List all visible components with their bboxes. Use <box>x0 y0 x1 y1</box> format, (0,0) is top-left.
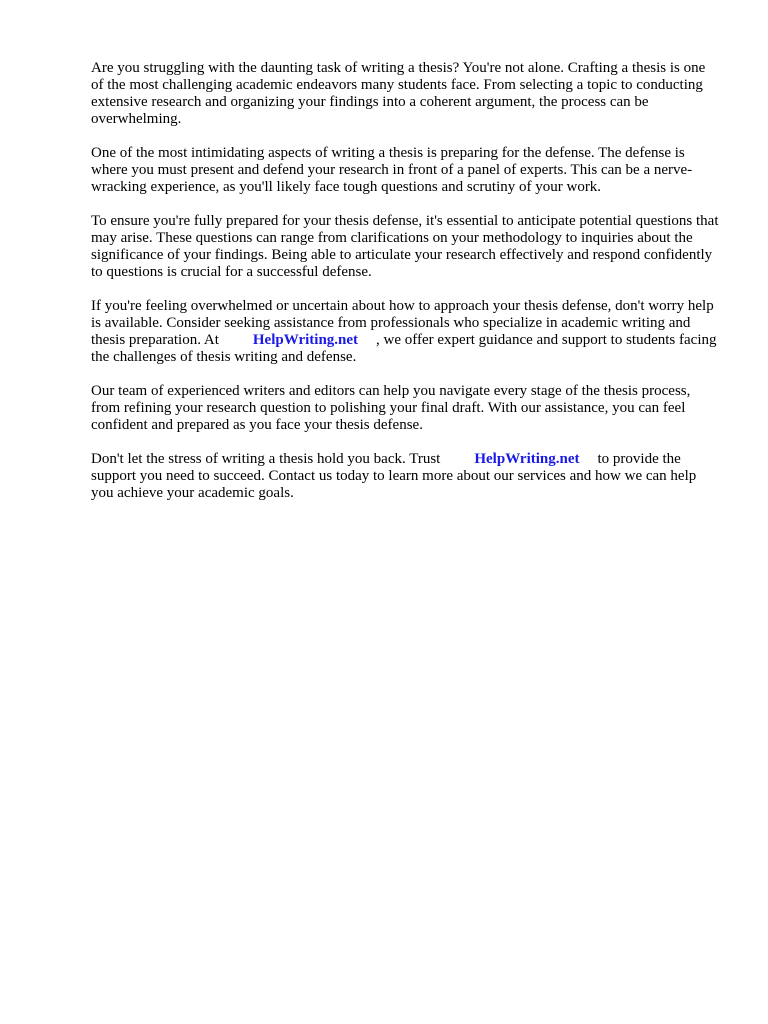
paragraph-closing-text-after: to provide the support you need to succeed. Contact us today to learn more about our services and how we can help you achieve your academic goals. <box>91 451 697 501</box>
paragraph-team: Our team of experienced writers and editors can help you navigate every stage of the thesis process, from refining your research question to polishing your final draft. With our assistance, you can feel confident and prepared as you face your thesis defense. <box>91 383 691 433</box>
helpwriting-link-closing[interactable]: HelpWriting.net <box>474 451 580 467</box>
paragraph-preparation: To ensure you're fully prepared for your thesis defense, it's essential to anticipate potential questions that may arise. These questions can range from clarifications on your methodology to inquiries about the significance of your findings. Being able to articulate your research effectively and respond confidently to questions is crucial for a successful defense. <box>91 213 719 280</box>
paragraph-closing-text-before: Don't let the stress of writing a thesis hold you back. Trust <box>91 451 441 467</box>
paragraph-assistance <box>91 298 721 366</box>
paragraph-closing <box>91 451 721 502</box>
paragraph-intro: Are you struggling with the daunting task of writing a thesis? You're not alone. Crafting a thesis is one of the most challenging academic endeavors many students face. From selecting a topic to conducting extensive research and organizing your findings into a coherent argument, the process can be overwhelming. <box>91 60 706 127</box>
document-body <box>91 60 721 519</box>
paragraph-assistance-text-after: , we offer expert guidance and support to students facing the challenges of thesis writing and defense. <box>91 332 717 365</box>
paragraph-defense: One of the most intimidating aspects of writing a thesis is preparing for the defense. The defense is where you must present and defend your research in front of a panel of experts. This can be a nerve-wracking experience, as you'll likely face tough questions and scrutiny of your work. <box>91 145 693 195</box>
helpwriting-link[interactable]: HelpWriting.net <box>252 332 359 348</box>
paragraph-assistance-text-before: If you're feeling overwhelmed or uncertain about how to approach your thesis defense, don't worry help is available. Consider seeking assistance from professionals who specialize in academic writing and thesis preparation. At <box>91 298 714 348</box>
